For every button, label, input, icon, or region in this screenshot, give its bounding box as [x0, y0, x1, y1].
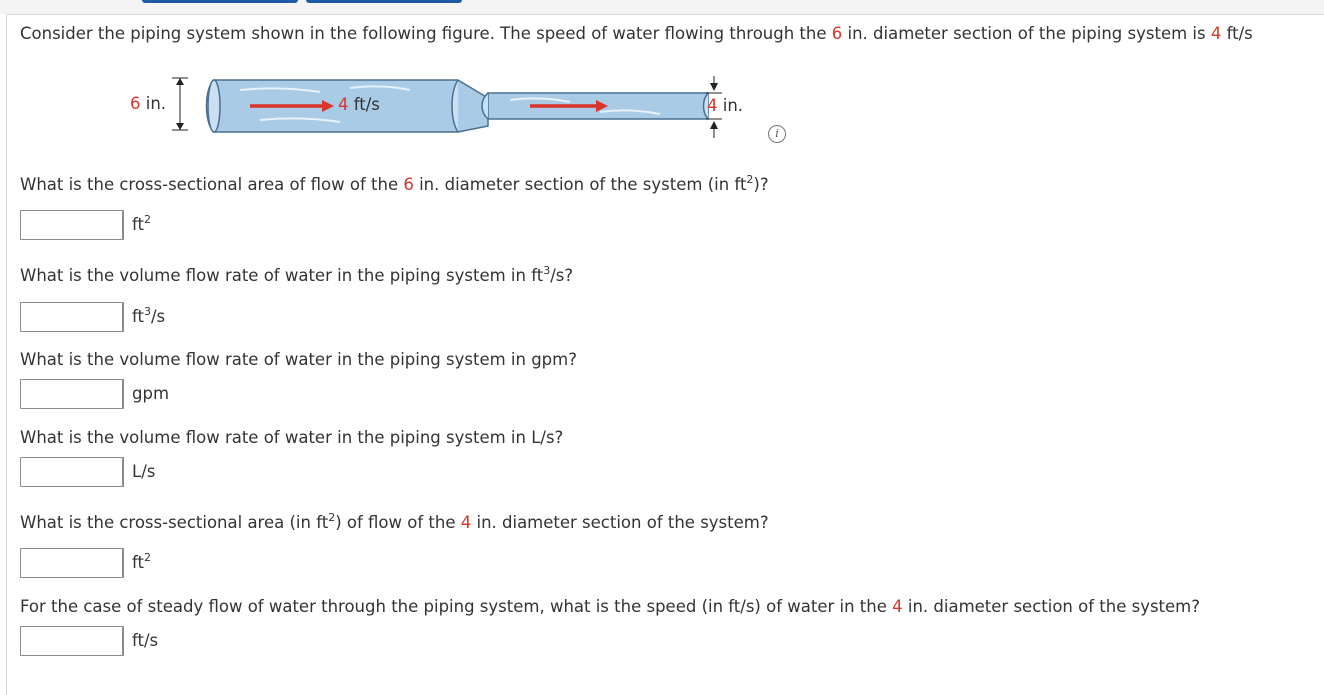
unit-6	[123, 626, 158, 656]
piping-figure	[110, 72, 770, 148]
q2-exponent: 3	[543, 263, 551, 277]
label-4in-unit: in.	[717, 96, 744, 115]
q6-diameter-value: 4	[892, 597, 903, 616]
toolbar-tab-1[interactable]	[142, 0, 298, 3]
unit-2-tail: /s	[151, 307, 166, 326]
answer-input-2[interactable]	[20, 302, 123, 332]
unit-5-base: ft	[132, 553, 144, 572]
unit-5	[123, 548, 151, 578]
answer-input-3[interactable]	[20, 379, 123, 409]
q5-exponent: 2	[328, 510, 336, 524]
dim-4in-arrow-up	[710, 121, 718, 129]
info-icon[interactable]: i	[768, 125, 786, 143]
label-4in	[707, 96, 743, 116]
unit-6-base: ft/s	[132, 631, 159, 650]
large-pipe-end	[208, 80, 220, 132]
piping-diagram	[110, 72, 770, 144]
answer-input-1[interactable]	[20, 210, 123, 240]
answer-input-4[interactable]	[20, 457, 123, 487]
unit-3-base: gpm	[132, 384, 170, 403]
question-4: What is the volume flow rate of water in the piping system in L/s?	[20, 428, 564, 447]
label-6in-unit: in.	[140, 94, 167, 113]
intro-text-2: in. diameter section of the piping system is	[842, 24, 1211, 43]
q6-text-2: in. diameter section of the system?	[902, 597, 1201, 616]
label-6in-number: 6	[130, 94, 141, 113]
unit-2	[123, 302, 165, 332]
label-4in-number: 4	[707, 96, 718, 115]
q1-text-1: What is the cross-sectional area of flow of the	[20, 175, 404, 194]
intro-diameter-value: 6	[831, 24, 843, 43]
unit-2-base: ft	[132, 307, 144, 326]
unit-3	[123, 379, 169, 409]
dim-6in-arrow-up	[176, 78, 184, 85]
intro-text-1: Consider the piping system shown in the following figure. The speed of water flowing through the	[20, 24, 832, 43]
dim-4in-arrow-down	[710, 83, 718, 91]
question-5	[20, 510, 769, 533]
label-speed	[338, 95, 380, 115]
question-3: What is the volume flow rate of water in the piping system in gpm?	[20, 350, 577, 369]
unit-4-base: L/s	[132, 462, 156, 481]
unit-1	[123, 210, 151, 240]
unit-2-exponent: 3	[144, 304, 151, 318]
q5-text-1: What is the cross-sectional area (in ft	[20, 513, 329, 532]
question-1	[20, 172, 769, 195]
answer-input-5[interactable]	[20, 548, 123, 578]
q1-exponent: 2	[746, 172, 754, 186]
label-speed-number: 4	[338, 95, 349, 114]
label-speed-unit: ft/s	[348, 95, 380, 114]
q5-text-3: in. diameter section of the system?	[471, 513, 769, 532]
unit-5-exponent: 2	[144, 550, 151, 564]
q1-diameter-value: 6	[403, 175, 414, 194]
q2-text-1: What is the volume flow rate of water in the piping system in ft	[20, 266, 544, 285]
q2-text-2: /s?	[550, 266, 574, 285]
top-toolbar	[0, 0, 1324, 14]
label-6in	[130, 94, 166, 114]
intro-text-3: ft/s	[1221, 24, 1253, 43]
q6-text-1: For the case of steady flow of water through the piping system, what is the speed (in ft/s) of water in the	[20, 597, 893, 616]
unit-1-base: ft	[132, 215, 144, 234]
q5-text-2: ) of flow of the	[335, 513, 461, 532]
question-6	[20, 597, 1200, 617]
unit-1-exponent: 2	[144, 212, 151, 226]
unit-4	[123, 457, 155, 487]
answer-input-6[interactable]	[20, 626, 123, 656]
q5-diameter-value: 4	[460, 513, 472, 532]
q1-text-2: in. diameter section of the system (in ft	[413, 175, 747, 194]
q1-text-3: )?	[753, 175, 769, 194]
question-2	[20, 263, 574, 286]
dim-6in-arrow-down	[176, 123, 184, 130]
intro-speed-value: 4	[1210, 24, 1222, 43]
toolbar-tab-2[interactable]	[306, 0, 462, 3]
question-intro	[20, 24, 1253, 44]
